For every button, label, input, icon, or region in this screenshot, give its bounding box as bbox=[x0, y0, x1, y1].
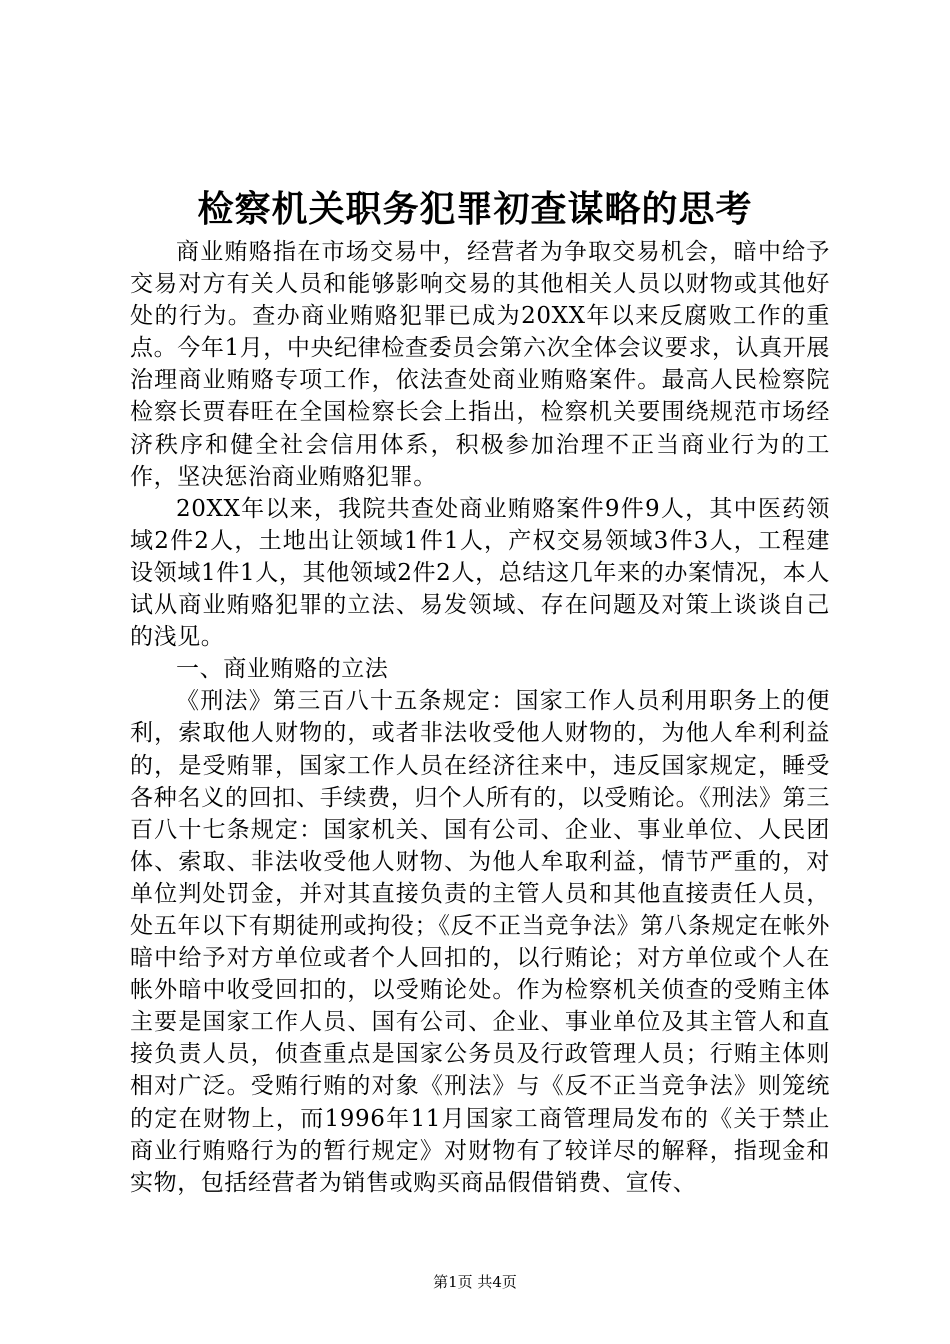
document-body bbox=[130, 236, 830, 1199]
paragraph-criminal-law: 《刑法》第三百八十五条规定：国家工作人员利用职务上的便利，索取他人财物的，或者非法收受他人财物的，为他人牟利利益的，是受贿罪，国家工作人员在经济往来中，违反国家规定，睡受各种名义的回扣、手续费，归个人所有的，以受贿论。《刑法》第三百八十七条规定：国家机关、国有公司、企业、事业单位、人民团体、索取、非法收受他人财物、为他人牟取利益，情节严重的，对单位判处罚金，并对其直接负责的主管人员和其他直接责任人员，处五年以下有期徒刑或拘役；《反不正当竞争法》第八条规定在帐外暗中给予对方单位或者个人回扣的，以行贿论；对方单位或个人在帐外暗中收受回扣的，以受贿论处。作为检察机关侦查的受贿主体主要是国家工作人员、国有公司、企业、事业单位及其主管人和直接负责人员，侦查重点是国家公务员及行政管理人员；行贿主体则相对广泛。受贿行贿的对象《刑法》与《反不正当竞争法》则笼统的定在财物上，而1996年11月国家工商管理局发布的《关于禁止商业行贿赂行为的暂行规定》对财物有了较详尽的解释，指现金和实物，包括经营者为销售或购买商品假借销费、宣传、 bbox=[130, 688, 830, 1196]
page-footer: 第1页 共4页 bbox=[433, 1273, 517, 1291]
paragraph-case-summary: 20XX年以来，我院共查处商业贿赂案件9件9人，其中医药领域2件2人，土地出让领域1件1人，产权交易领域3件3人，工程建设领域1件1人，其他领域2件2人，总结这几年来的办案情况，本人试从商业贿赂犯罪的立法、易发领域、存在问题及对策上谈谈自己的浅见。 bbox=[130, 495, 830, 651]
document-title: 检察机关职务犯罪初查谋略的思考 bbox=[197, 188, 753, 230]
paragraph-intro: 商业贿赂指在市场交易中，经营者为争取交易机会，暗中给予交易对方有关人员和能够影响交易的其他相关人员以财物或其他好处的行为。查办商业贿赂犯罪已成为20XX年以来反腐败工作的重点。今年1月，中央纪律检查委员会第六次全体会议要求，认真开展治理商业贿赂专项工作，依法查处商业贿赂案件。最高人民检察院检察长贾春旺在全国检察长会上指出，检察机关要围绕规范市场经济秩序和健全社会信用体系，积极参加治理不正当商业行为的工作，坚决惩治商业贿赂犯罪。 bbox=[130, 239, 830, 490]
section-heading-legislation: 一、商业贿赂的立法 bbox=[176, 656, 389, 683]
